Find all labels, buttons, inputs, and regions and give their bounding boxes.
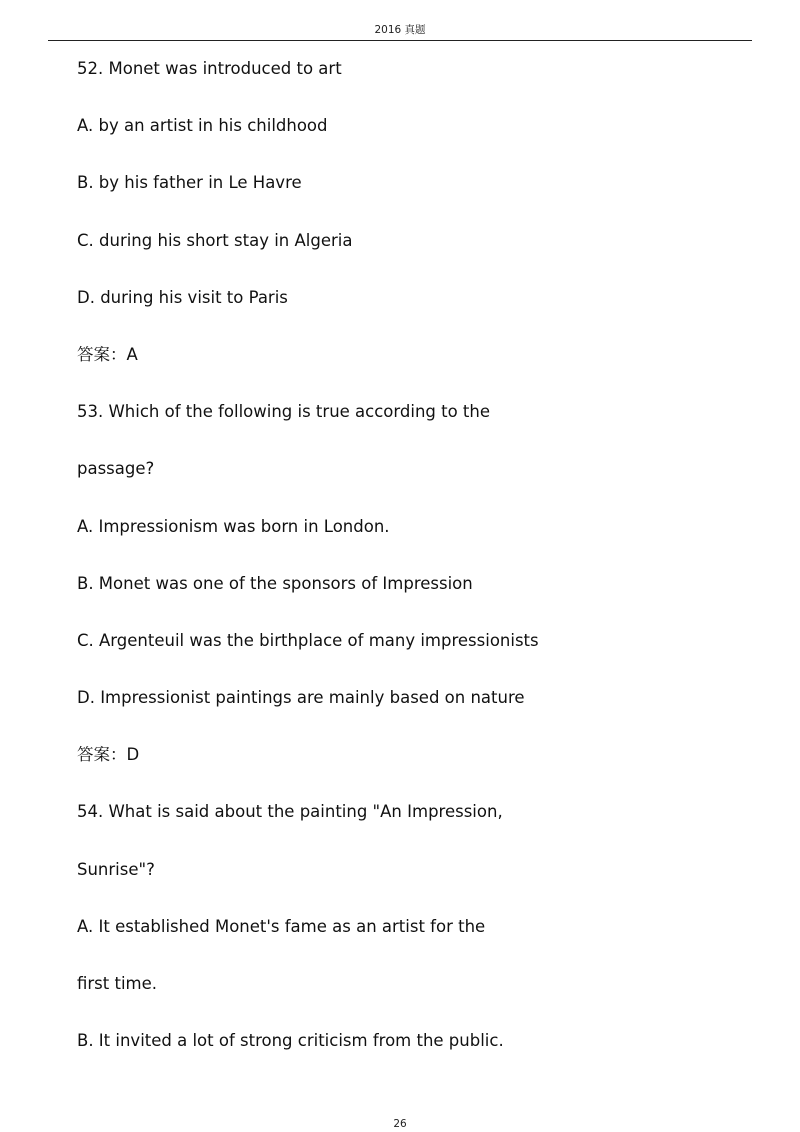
question-52-option-a: A. by an artist in his childhood — [77, 116, 328, 136]
question-54-stem: 54. What is said about the painting "An Impression, — [77, 802, 503, 822]
question-53-option-d: D. Impressionist paintings are mainly based on nature — [77, 688, 525, 708]
document-body — [77, 57, 737, 1086]
question-52-option-d: D. during his visit to Paris — [77, 287, 288, 307]
question-53-stem: 53. Which of the following is true according to the — [77, 402, 491, 422]
question-53-option-a: A. Impressionism was born in London. — [77, 516, 390, 536]
question-52-option-b: B. by his father in Le Havre — [77, 173, 302, 193]
page-header: 2016 真题 — [374, 24, 426, 36]
question-53-option-c: C. Argenteuil was the birthplace of many impressionists — [77, 630, 539, 650]
question-53-answer: 答案：D — [77, 745, 140, 765]
page-number: 26 — [393, 1118, 407, 1130]
question-54-option-a: A. It established Monet's fame as an artist for the — [77, 916, 486, 936]
question-54-option-a-continued: first time. — [77, 974, 158, 993]
question-52-stem: 52. Monet was introduced to art — [77, 59, 342, 78]
question-54-stem-continued: Sunrise"? — [77, 859, 155, 879]
question-53-option-b: B. Monet was one of the sponsors of Impression — [77, 573, 473, 593]
question-52-option-c: C. during his short stay in Algeria — [77, 230, 353, 250]
question-53-stem-continued: passage? — [77, 459, 155, 479]
question-54-option-b: B. It invited a lot of strong criticism from the public. — [77, 1031, 504, 1051]
question-52-answer: 答案：A — [77, 344, 138, 364]
header-divider — [48, 40, 752, 41]
